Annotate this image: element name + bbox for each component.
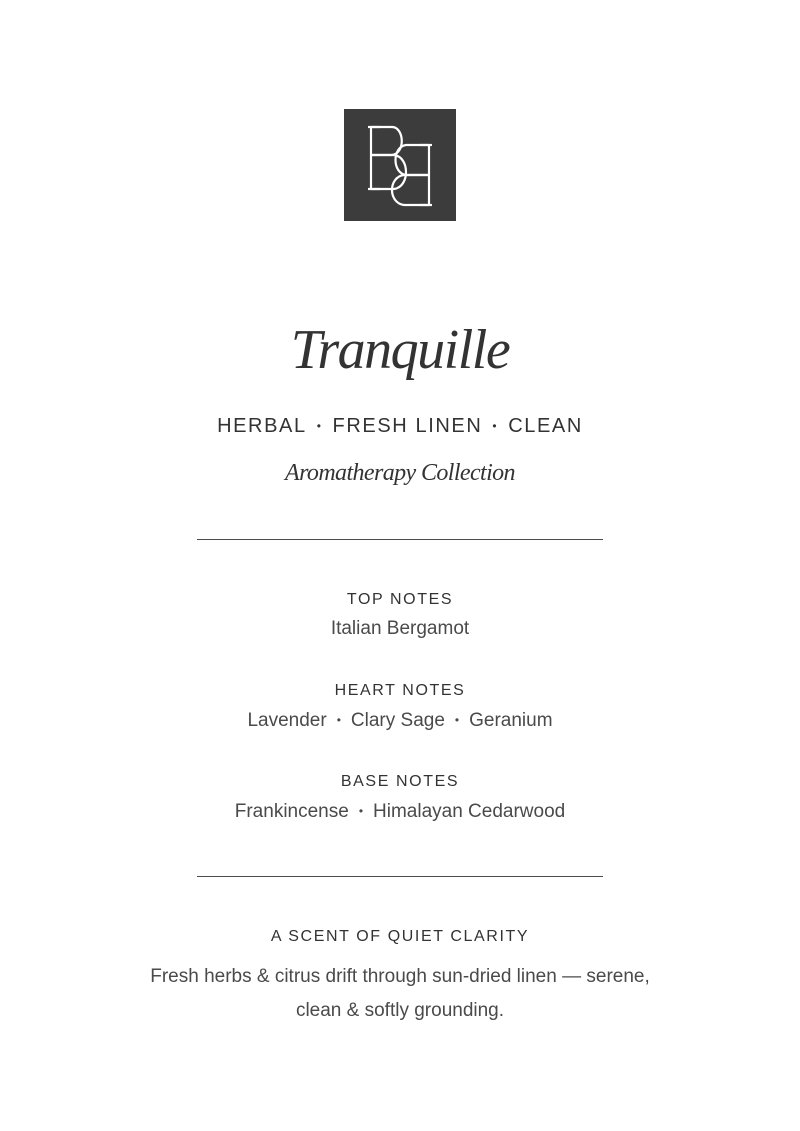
- note-item: Lavender: [247, 710, 327, 731]
- base-notes-heading: BASE NOTES: [340, 773, 460, 790]
- bb-monogram-icon: [344, 109, 456, 221]
- scent-description: Fresh herbs & citrus drift through sun-dried linen — serene, clean & softly grounding.: [150, 966, 650, 1021]
- note-item: Himalayan Cedarwood: [373, 801, 566, 822]
- note-item: Italian Bergamot: [330, 618, 470, 639]
- separator-dot: •: [358, 804, 364, 818]
- base-notes-list: [0, 798, 800, 825]
- accord-item: CLEAN: [508, 415, 583, 437]
- accord-item: FRESH LINEN: [332, 415, 483, 437]
- divider: [197, 539, 603, 540]
- heart-notes-list: [0, 707, 800, 734]
- tagline-heading: A SCENT OF QUIET CLARITY: [270, 928, 530, 945]
- top-notes-list: [0, 616, 800, 642]
- note-item: Frankincense: [234, 801, 349, 822]
- product-name: Tranquille: [290, 319, 510, 381]
- collection-name: Aromatherapy Collection: [285, 460, 515, 486]
- accord-item: HERBAL: [217, 415, 307, 437]
- separator-dot: •: [492, 419, 499, 433]
- brand-logo: [344, 109, 456, 221]
- heart-notes-heading: HEART NOTES: [334, 682, 466, 699]
- note-item: Geranium: [469, 710, 553, 731]
- separator-dot: •: [336, 713, 341, 727]
- separator-dot: •: [454, 713, 460, 727]
- note-item: Clary Sage: [350, 710, 445, 731]
- top-notes-heading: TOP NOTES: [346, 591, 454, 608]
- accord-list: [0, 412, 800, 440]
- divider: [197, 876, 603, 877]
- separator-dot: •: [316, 419, 323, 433]
